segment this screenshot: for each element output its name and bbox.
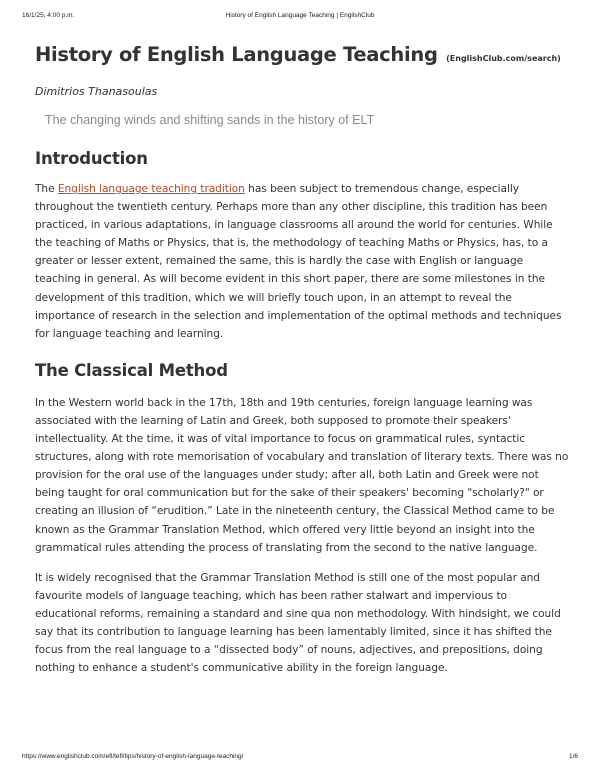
elt-tradition-link[interactable]: English language teaching tradition — [57, 183, 245, 195]
section-heading-introduction: Introduction — [35, 149, 148, 168]
intro-text-before-link: The — [35, 183, 58, 195]
print-page-number: 1/6 — [568, 753, 578, 760]
article — [35, 42, 570, 677]
classical-paragraph-1: In the Western world back in the 17th, 18th and 19th centuries, foreign language learning was associated with the learning of Latin and Greek, both supposed to promote their speakers' intellectuality. At the time, it was of vital importance to focus on grammatical rules, syntactic structures, along with rote memorisation of vocabulary and translation of literary texts. There was no provision for the oral use of the languages under study; after all, both Latin and Greek were not being taught for oral communication but for the sake of their speakers' becoming "scholarly?" or creating an illusion of “erudition.” Late in the nineteenth century, the Classical Method came to be known as the Grammar Translation Method, which offered very little beyond an insight into the grammatical rules attending the process of translating from the second to the native language. — [35, 396, 569, 554]
print-datetime: 16/1/25, 4:00 p.m. — [22, 12, 75, 19]
article-subtitle: The changing winds and shifting sands in the history of ELT — [45, 113, 375, 127]
print-header — [0, 12, 600, 24]
article-author: Dimitrios Thanasoulas — [35, 85, 158, 98]
print-footer — [0, 753, 600, 765]
print-page-title: History of English Language Teaching | EnglishClub — [225, 12, 375, 19]
intro-text-after-link: has been subject to tremendous change, especially throughout the twentieth century. Perhaps more than any other discipline, this tradition has been practiced, in various adaptations, in language classrooms all around the world for centuries. While the teaching of Maths or Physics, that is, the methodology of teaching Maths or Physics, has, to a greater or lesser extent, remained the same, this is hardly the case with English or language teaching in general. As will become evident in this short paper, there are some milestones in the development of this tradition, which we will briefly touch upon, in an attempt to reveal the importance of research in the selection and implementation of the optimal methods and techniques for language teaching and learning. — [35, 183, 562, 340]
article-title-text: History of English Language Teaching — [35, 43, 438, 66]
article-title — [35, 42, 570, 72]
article-source: (EnglishClub.com/search) — [446, 54, 561, 63]
classical-paragraph-2: It is widely recognised that the Grammar Translation Method is still one of the most popular and favourite models of language teaching, which has been rather stalwart and impervious to educational reforms, remaining a standard and sine qua non methodology. With hindsight, we could say that its contribution to language learning has been lamentably limited, since it has shifted the focus from the real language to a “dissected body” of nouns, adjectives, and prepositions, doing nothing to enhance a student's communicative ability in the foreign language. — [35, 571, 561, 675]
print-url: https://www.englishclub.com/efl/tefl/tips/history-of-english-language-teaching/ — [22, 753, 244, 760]
section-heading-classical-method: The Classical Method — [35, 360, 228, 380]
introduction-paragraph — [35, 180, 570, 343]
